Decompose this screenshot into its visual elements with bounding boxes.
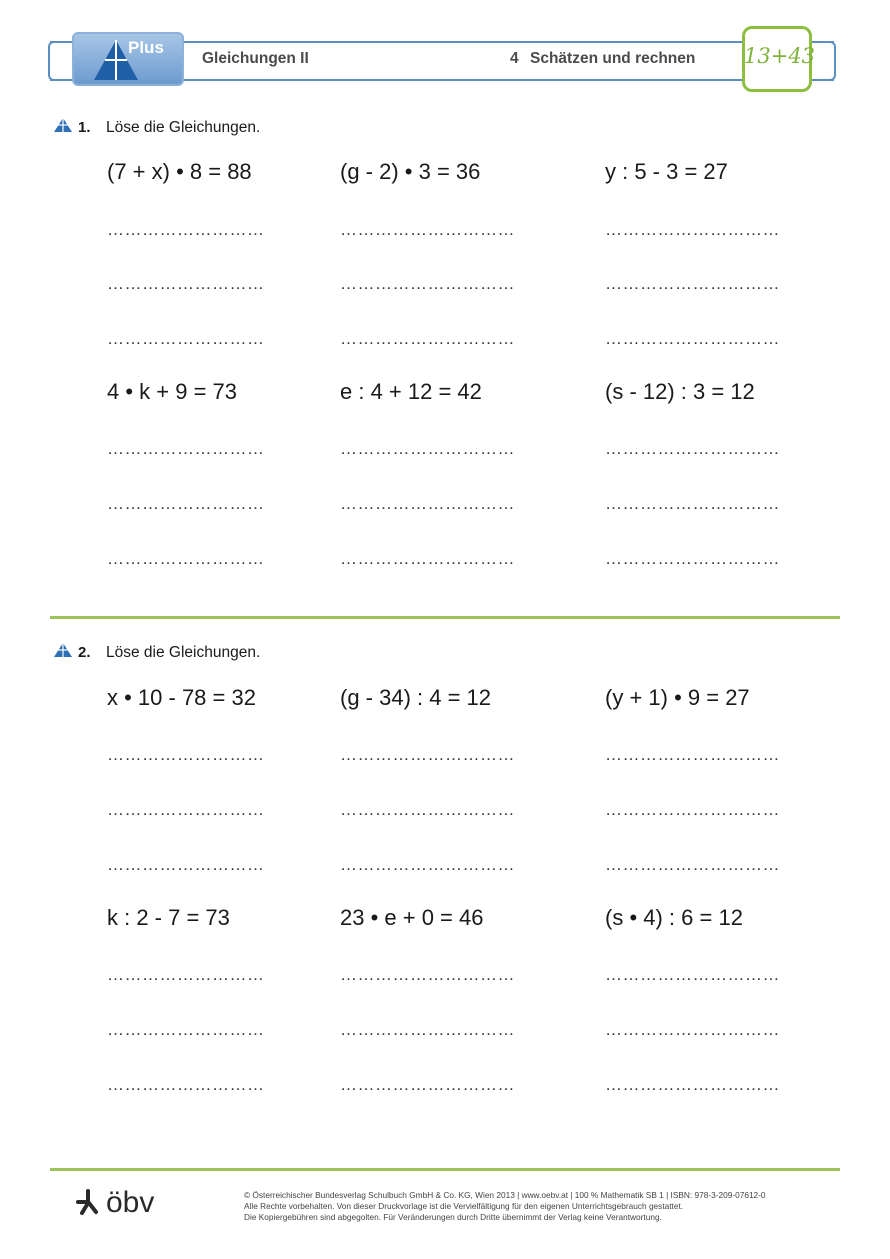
answer-line[interactable]: ……………………… [107, 329, 265, 348]
answer-line[interactable]: ……………………… [107, 965, 265, 984]
answer-line[interactable]: ………………………… [605, 274, 780, 293]
page-title: Gleichungen II [202, 50, 309, 67]
answer-line[interactable]: ………………………… [605, 965, 780, 984]
answer-line[interactable]: ………………………… [340, 1075, 515, 1094]
header-bracket-left [48, 41, 58, 81]
answer-line[interactable]: ………………………… [605, 1020, 780, 1039]
task-instruction: Löse die Gleichungen. [106, 119, 261, 136]
answer-line[interactable]: ……………………… [107, 439, 265, 458]
badge-handwritten-text: 13+43 [744, 44, 816, 68]
answer-line[interactable]: ………………………… [605, 800, 780, 819]
answer-line[interactable]: ………………………… [605, 329, 780, 348]
task-instruction: Löse die Gleichungen. [106, 644, 261, 661]
section-divider [50, 616, 840, 619]
answer-line[interactable]: ……………………… [107, 549, 265, 568]
answer-line[interactable]: ………………………… [340, 220, 515, 239]
answer-line[interactable]: ………………………… [340, 549, 515, 568]
footer-copyright: © Österreichischer Bundesverlag Schulbuch GmbH & Co. KG, Wien 2013 | www.oebv.at | 100 % Mathematik SB 1 | ISBN: 978-3-209-07612-0 [244, 1190, 766, 1200]
equation: (y + 1) • 9 = 27 [605, 685, 750, 710]
answer-line[interactable]: ………………………… [340, 800, 515, 819]
answer-line[interactable]: ……………………… [107, 494, 265, 513]
triangle-pyramid-icon [53, 117, 73, 133]
equation: 23 • e + 0 = 46 [340, 905, 484, 930]
answer-line[interactable]: ………………………… [605, 220, 780, 239]
answer-line[interactable]: ………………………… [340, 855, 515, 874]
chapter-number: 4 [510, 50, 519, 67]
answer-line[interactable]: ……………………… [107, 800, 265, 819]
footer-divider [50, 1168, 840, 1171]
answer-line[interactable]: ……………………… [107, 1075, 265, 1094]
answer-line[interactable]: ………………………… [605, 439, 780, 458]
answer-line[interactable]: ………………………… [605, 745, 780, 764]
answer-line[interactable]: ………………………… [340, 494, 515, 513]
logo-label: Plus [128, 38, 164, 57]
answer-line[interactable]: ………………………… [605, 855, 780, 874]
answer-line[interactable]: ………………………… [340, 329, 515, 348]
answer-line[interactable]: ………………………… [340, 745, 515, 764]
equation: (g - 34) : 4 = 12 [340, 685, 492, 710]
equation: (7 + x) • 8 = 88 [107, 159, 252, 184]
publisher-logo-text: öbv [106, 1186, 155, 1219]
obv-asterisk-logo-icon [74, 1188, 102, 1216]
footer-disclaimer: Die Kopiergebühren sind abgegolten. Für Veränderungen durch Dritte übernimmt der Verlag keine Verantwortung. [244, 1212, 662, 1222]
answer-line[interactable]: ………………………… [340, 965, 515, 984]
answer-line[interactable]: ………………………… [605, 494, 780, 513]
answer-line[interactable]: ……………………… [107, 745, 265, 764]
equation: (g - 2) • 3 = 36 [340, 159, 481, 184]
equation: k : 2 - 7 = 73 [107, 905, 230, 930]
answer-line[interactable]: ………………………… [340, 439, 515, 458]
equation: (s • 4) : 6 = 12 [605, 905, 743, 930]
task-number: 1. [78, 119, 91, 136]
answer-line[interactable]: ………………………… [340, 274, 515, 293]
task-number: 2. [78, 644, 91, 661]
triangle-pyramid-icon [53, 642, 73, 658]
answer-line[interactable]: ……………………… [107, 1020, 265, 1039]
chapter-title: Schätzen und rechnen [530, 50, 696, 67]
footer-rights: Alle Rechte vorbehalten. Von dieser Druckvorlage ist die Vervielfältigung für den eigenen Unterrichtsgebrauch gestattet. [244, 1201, 684, 1211]
answer-line[interactable]: ……………………… [107, 855, 265, 874]
equation: y : 5 - 3 = 27 [605, 159, 728, 184]
answer-line[interactable]: ……………………… [107, 274, 265, 293]
equation: (s - 12) : 3 = 12 [605, 379, 755, 404]
equation: e : 4 + 12 = 42 [340, 379, 482, 404]
equation: 4 • k + 9 = 73 [107, 379, 238, 404]
answer-line[interactable]: ……………………… [107, 220, 265, 239]
header-bracket-right [826, 41, 836, 81]
answer-line[interactable]: ………………………… [605, 549, 780, 568]
equation: x • 10 - 78 = 32 [107, 685, 256, 710]
answer-line[interactable]: ………………………… [340, 1020, 515, 1039]
answer-line[interactable]: ………………………… [605, 1075, 780, 1094]
